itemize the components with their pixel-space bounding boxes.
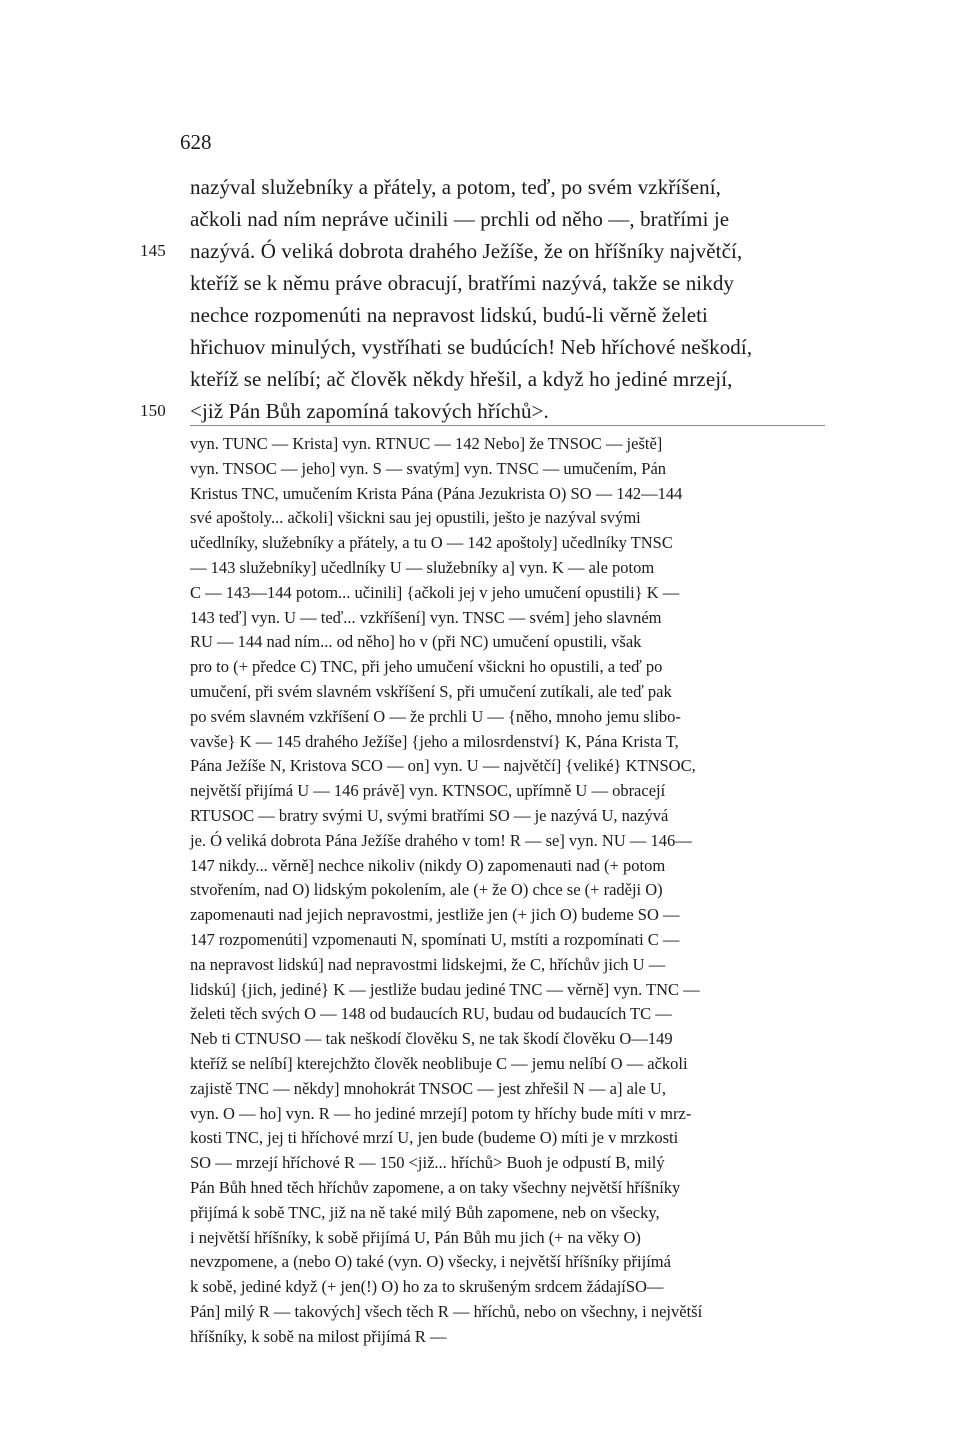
apparatus-line: želeti těch svých O — 148 od budaucích RU, budau od budaucích TC —	[190, 1004, 672, 1024]
apparatus-line: 147 rozpomenúti] vzpomenauti N, spomínati U, mstíti a rozpomínati C —	[190, 929, 680, 949]
apparatus-line: umučení, při svém slavném vskříšení S, při umučení zutíkali, ale teď pak	[190, 681, 672, 701]
main-text-content: kteříž se nelíbí; ač člověk někdy hřešil, a když ho jediné mrzejí,	[190, 367, 733, 391]
apparatus-line: zapomenauti nad jejich nepravostmi, jestliže jen (+ jich O) budeme SO —	[190, 905, 680, 925]
main-text-line	[0, 399, 960, 431]
main-text-line	[0, 303, 960, 335]
apparatus-line: přijímá k sobě TNC, již na ně také milý Bůh zapomene, neb on všecky,	[190, 1202, 660, 1222]
main-text-line	[0, 239, 960, 271]
apparatus-line: vyn. O — ho] vyn. R — ho jediné mrzejí] potom ty hříchy bude míti v mrz-	[190, 1103, 692, 1123]
main-text-content: nazýval služebníky a přátely, a potom, teď, po svém vzkříšení,	[190, 175, 722, 199]
main-text-line	[0, 367, 960, 399]
apparatus-line: kosti TNC, jej ti hříchové mrzí U, jen bude (budeme O) míti je v mrzkosti	[190, 1128, 679, 1148]
apparatus-line: Pán Bůh hned těch hříchův zapomene, a on taky všechny největší hříšníky	[190, 1177, 681, 1197]
apparatus-line: učedlníky, služebníky a přátely, a tu O — 142 apoštoly] učedlníky TNSC	[190, 533, 673, 553]
apparatus-line: vyn. TUNC — Krista] vyn. RTNUC — 142 Nebo] že TNSOC — ještě]	[190, 434, 663, 453]
main-text	[0, 175, 960, 431]
main-text-content: nechce rozpomenúti na nepravost lidskú, budú-li věrně želeti	[190, 303, 708, 327]
apparatus-line: nevzpomene, a (nebo O) také (vyn. O) všecky, i největší hříšníky přijímá	[190, 1252, 671, 1272]
apparatus-line: Pána Ježíše N, Kristova SCO — on] vyn. U — najvětčí] {veliké} KTNSOC,	[190, 756, 696, 776]
apparatus-line: největší přijímá U — 146 právě] vyn. KTNSOC, upřímně U — obracejí	[190, 781, 666, 801]
critical-apparatus	[190, 434, 830, 1351]
main-text-content: ačkoli nad ním nepráve učinili — prchli od něho —, bratřími je	[190, 207, 730, 231]
apparatus-line: je. Ó veliká dobrota Pána Ježíše drahého v tom! R — se] vyn. NU — 146—	[190, 830, 692, 850]
apparatus-line: hříšníky, k sobě na milost přijímá R —	[190, 1326, 447, 1346]
apparatus-line: po svém slavném vzkříšení O — že prchli U — {něho, mnoho jemu slibo-	[190, 706, 681, 726]
apparatus-line: zajistě TNC — někdy] mnohokrát TNSOC — jest zhřešil N — a] ale U,	[190, 1078, 666, 1098]
main-text-content: hřichuov minulých, vystříhati se budúcích! Neb hříchové neškodí,	[190, 335, 753, 359]
main-text-content: nazývá. Ó veliká dobrota drahého Ježíše, že on hříšníky najvětčí,	[190, 239, 743, 263]
line-number: 145	[140, 241, 166, 260]
apparatus-line: RTUSOC — bratry svými U, svými bratřími SO — je nazývá U, nazývá	[190, 805, 669, 825]
apparatus-line: lidskú] {jich, jediné} K — jestliže budau jediné TNC — věrně] vyn. TNC —	[190, 979, 700, 999]
apparatus-line: Pán] milý R — takových] všech těch R — hříchů, nebo on všechny, i největší	[190, 1301, 703, 1321]
separator-rule	[190, 425, 825, 426]
apparatus-line: stvořením, nad O) lidským pokolením, ale (+ že O) chce se (+ raději O)	[190, 880, 663, 900]
main-text-line	[0, 335, 960, 367]
apparatus-line: na nepravost lidskú] nad nepravostmi lidskejmi, že C, hříchův jich U —	[190, 954, 666, 974]
main-text-line	[0, 207, 960, 239]
apparatus-line: k sobě, jediné když (+ jen(!) O) ho za to skrušeným srdcem žádajíSO—	[190, 1277, 664, 1297]
apparatus-line: Neb ti CTNUSO — tak neškodí člověku S, ne tak škodí člověku O—149	[190, 1029, 673, 1049]
line-number: 150	[140, 401, 166, 420]
apparatus-line: kteříž se nelíbí] kterejchžto člověk neoblibuje C — jemu nelíbí O — ačkoli	[190, 1053, 688, 1073]
main-text-line	[0, 175, 960, 207]
main-text-line	[0, 271, 960, 303]
apparatus-line: Kristus TNC, umučením Krista Pána (Pána Jezukrista O) SO — 142—144	[190, 483, 683, 503]
apparatus-line: své apoštoly... ačkoli] všickni sau jej opustili, ješto je nazýval svými	[190, 508, 641, 528]
apparatus-line: SO — mrzejí hříchové R — 150 <již... hříchů> Buoh je odpustí B, milý	[190, 1153, 665, 1173]
apparatus-line: vavše} K — 145 drahého Ježíše] {jeho a milosrdenství} K, Pána Krista T,	[190, 731, 679, 751]
apparatus-line: 143 teď] vyn. U — teď... vzkříšení] vyn. TNSC — svém] jeho slavném	[190, 607, 662, 627]
main-text-content: <již Pán Bůh zapomíná takových hříchů>.	[190, 399, 549, 423]
apparatus-line: vyn. TNSOC — jeho] vyn. S — svatým] vyn. TNSC — umučením, Pán	[190, 458, 667, 478]
page-number: 628	[180, 130, 212, 154]
apparatus-line: 147 nikdy... věrně] nechce nikoliv (nikdy O) zapomenauti nad (+ potom	[190, 855, 666, 875]
apparatus-line: pro to (+ předce C) TNC, při jeho umučení všickni ho opustili, a teď po	[190, 657, 663, 677]
apparatus-line: RU — 144 nad ním... od něho] ho v (při NC) umučení opustili, však	[190, 632, 642, 652]
apparatus-line: C — 143—144 potom... učinili] {ačkoli jej v jeho umučení opustili} K —	[190, 582, 680, 602]
apparatus-line: i největší hříšníky, k sobě přijímá U, Pán Bůh mu jich (+ na věky O)	[190, 1227, 641, 1247]
apparatus-line: — 143 služebníky] učedlníky U — služebníky a] vyn. K — ale potom	[190, 557, 655, 577]
main-text-content: kteříž se k němu práve obracují, bratřími nazývá, takže se nikdy	[190, 271, 735, 295]
